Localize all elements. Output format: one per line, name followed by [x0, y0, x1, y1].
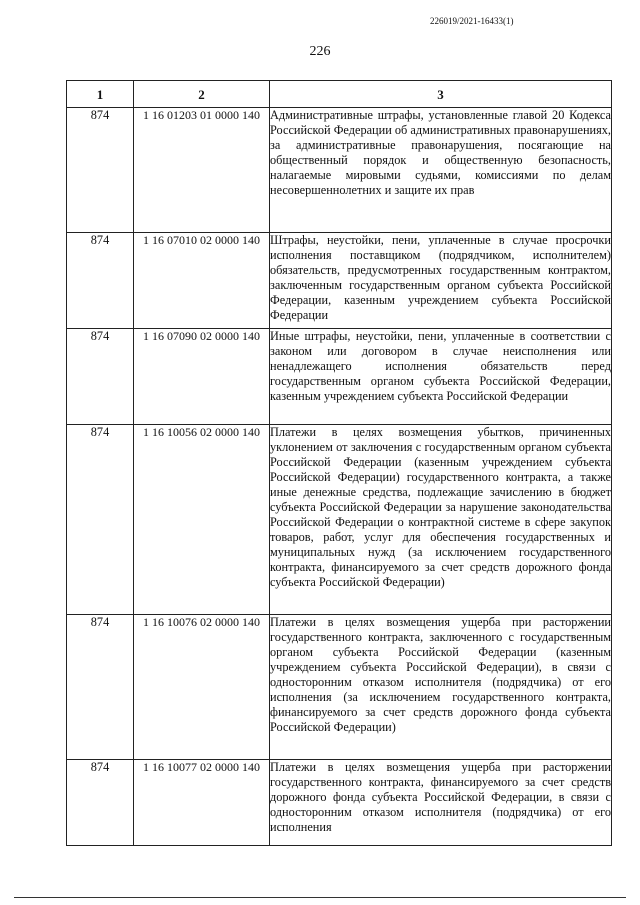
bottom-divider: [14, 897, 626, 898]
income-code-cell: 1 16 01203 01 0000 140: [134, 108, 270, 233]
income-code-cell: 1 16 10076 02 0000 140: [134, 615, 270, 760]
document-number: 226019/2021-16433(1): [430, 16, 514, 26]
table-row: [67, 760, 612, 846]
table-row: [67, 108, 612, 233]
income-description-cell: Платежи в целях возмещения ущерба при расторжении государственного контракта, заключенного с государственным органом субъекта Российской Федерации (казенным учреждением субъекта Российской Федерации), в связи с односторонним отказом исполнителя (подрядчика) от его исполнения (за исключением государственного контракта, финансируемого за счет средств дорожного фонда субъекта Российской Федерации): [270, 615, 612, 760]
income-code-cell: 1 16 07010 02 0000 140: [134, 233, 270, 329]
income-code-cell: 1 16 07090 02 0000 140: [134, 329, 270, 425]
admin-code-cell: 874: [67, 760, 134, 846]
column-header-2: 2: [134, 81, 270, 108]
admin-code-cell: 874: [67, 108, 134, 233]
income-description-cell: Штрафы, неустойки, пени, уплаченные в случае просрочки исполнения поставщиком (подрядчиком, исполнителем) обязательств, предусмотренных государственным контрактом, заключенным государственным органом субъекта Российской Федерации, казенным учреждением субъекта Российской Федерации: [270, 233, 612, 329]
column-header-1: 1: [67, 81, 134, 108]
income-description-cell: Платежи в целях возмещения ущерба при расторжении государственного контракта, финансируемого за счет средств дорожного фонда субъекта Российской Федерации, в связи с односторонним отказом исполнителя (подрядчика) от его исполнения: [270, 760, 612, 846]
page-number: 226: [309, 44, 331, 59]
admin-code-cell: 874: [67, 233, 134, 329]
income-code-cell: 1 16 10056 02 0000 140: [134, 425, 270, 615]
income-description-cell: Платежи в целях возмещения убытков, причиненных уклонением от заключения с государственным органом субъекта Российской Федерации (казенным учреждением субъекта Российской Федерации) государственного контракта, а также иные денежные средства, подлежащие зачислению в бюджет субъекта Российской Федерации за нарушение законодательства Российской Федерации о контрактной системе в сфере закупок товаров, работ, услуг для обеспечения государственных и муниципальных нужд (за исключением государственного контракта, финансируемого за счет средств дорожного фонда субъекта Российской Федерации): [270, 425, 612, 615]
table-header-row: [67, 81, 612, 108]
admin-code-cell: 874: [67, 329, 134, 425]
income-codes-table: [66, 80, 612, 846]
table-row: [67, 233, 612, 329]
table-row: [67, 615, 612, 760]
income-description-cell: Иные штрафы, неустойки, пени, уплаченные в соответствии с законом или договором в случае неисполнения или ненадлежащего исполнения обязательств перед государственным органом субъекта Российской Федерации, казенным учреждением субъекта Российской Федерации: [270, 329, 612, 425]
admin-code-cell: 874: [67, 615, 134, 760]
column-header-3: 3: [270, 81, 612, 108]
income-code-cell: 1 16 10077 02 0000 140: [134, 760, 270, 846]
table-row: [67, 425, 612, 615]
admin-code-cell: 874: [67, 425, 134, 615]
table-row: [67, 329, 612, 425]
income-description-cell: Административные штрафы, установленные главой 20 Кодекса Российской Федерации об административных правонарушениях, за административные правонарушения, посягающие на общественный порядок и общественную безопасность, налагаемые мировыми судьями, комиссиями по делам несовершеннолетних и защите их прав: [270, 108, 612, 233]
